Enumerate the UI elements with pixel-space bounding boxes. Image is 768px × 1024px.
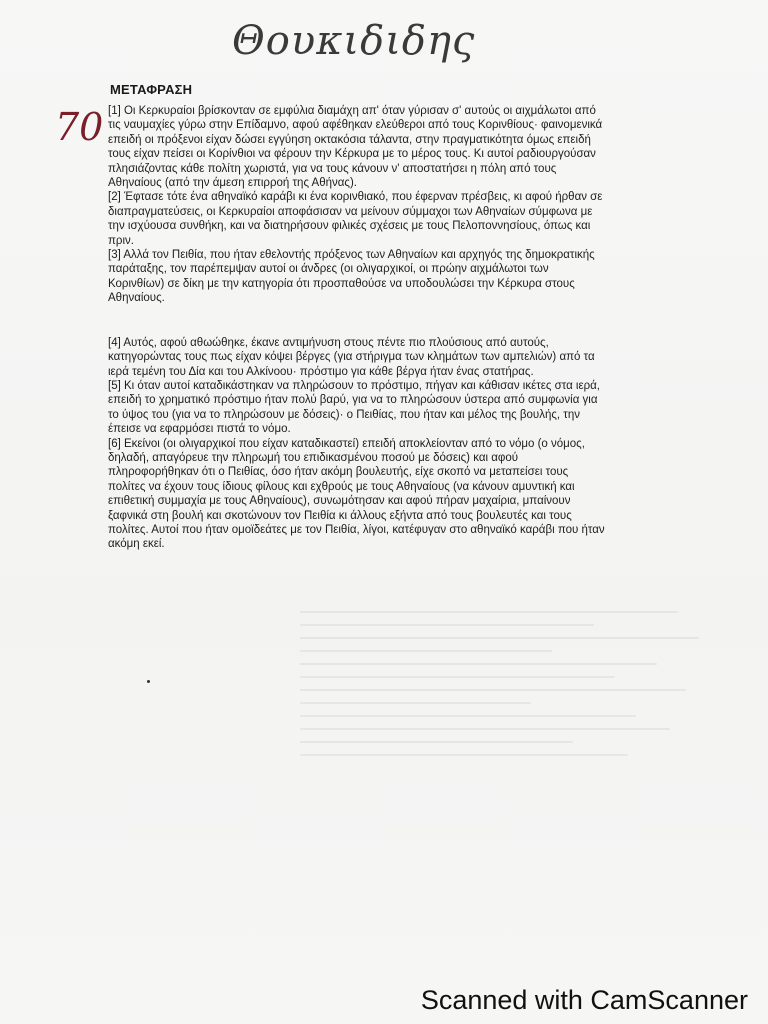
margin-note-number: 70 bbox=[55, 105, 104, 149]
margin-note bbox=[55, 105, 105, 155]
paragraph-2: [2] Έφτασε τότε ένα αθηναϊκό καράβι κι ένα κορινθιακό, που έφερναν πρέσβεις, κι αφού ήρθαν σε διαπραγματεύσεις, οι Κερκυραίοι αποφάσισαν να μείνουν σύμμαχοι των Αθηναίων σύμφωνα με την ισχύουσα συνθήκη, και να διατηρήσουν φιλικές σχέσεις με τους Πελοποννησίους, όπως και πριν. bbox=[108, 191, 603, 247]
paragraph-6: [6] Εκείνοι (οι ολιγαρχικοί που είχαν καταδικαστεί) επειδή αποκλείονταν από το νόμο (ο νόμος, δηλαδή, απαγόρευε την πληρωμή του επιδικασμένου ποσού με δόσεις) και αφού πληροφορήθηκαν ότι ο Πειθίας, όσο ήταν ακόμη βουλευτής, είχε σκοπό να μεταπείσει τους πολίτες να έχουν τους ίδιους φίλους και εχθρούς με τους Αθηναίους (να κάνουν αμυντική και επιθετική συμμαχία με τους Αθηναίους), συνωμότησαν και αφού πήραν μαχαίρια, μπαίνουν ξαφνικά στη βουλή και σκοτώνουν τον Πειθία κι άλλους εξήντα από τους βουλευτές και τους πολίτες. Αυτοί που ήταν ομοϊδεάτες με τον Πειθία, λίγοι, κατέφυγαν στο αθηναϊκό καράβι που ήταν ακόμη εκεί. bbox=[108, 437, 605, 551]
paragraph-4: [4] Αυτός, αφού αθωώθηκε, έκανε αντιμήνυση στους πέντε πιο πλούσιους από αυτούς, κατηγορώντας τους πως είχαν κόψει βέργες (για στήριγμα των κλημάτων των αμπελιών) από τα ιερά τεμένη του Δία και του Αλκίνοου· πρόστιμο για κάθε βέργα ήταν ένας στατήρας. bbox=[108, 336, 595, 378]
scan-speck bbox=[147, 680, 150, 683]
paragraph-5: [5] Κι όταν αυτοί καταδικάστηκαν να πληρώσουν το πρόστιμο, πήγαν και κάθισαν ικέτες στα ιερά, επειδή το χρηματικό πρόστιμο ήταν πολύ βαρύ, για να το πληρώσουν ύστερα από συμφωνία για το ύψος του (για να το πληρώσουν με δόσεις)· ο Πειθίας, που ήταν και μέλος της βουλής, την έπεισε να εφαρμόσει πιστά το νόμο. bbox=[108, 379, 600, 436]
camscanner-watermark: Scanned with CamScanner bbox=[420, 985, 748, 1015]
handwritten-title: Θουκιδιδης bbox=[232, 18, 476, 64]
page-heading: ΜΕΤΑΦΡΑΣΗ bbox=[110, 82, 193, 97]
paragraph-1: [1] Οι Κερκυραίοι βρίσκονταν σε εμφύλια διαμάχη απ' όταν γύρισαν σ' αυτούς οι αιχμάλωτοι από τις ναυμαχίες γύρω στην Επίδαμνο, αφού αφέθηκαν ελεύθεροι από τους Κορινθίους· φαινομενικά επειδή οι πρόξενοι είχαν δώσει εγγύηση οκτακόσια τάλαντα, στην πραγματικότητα όμως επειδή τους είχαν πείσει οι Κορίνθιοι να φέρουν την Κέρκυρα με το μέρος τους. Κι αυτοί ραδιουργούσαν πλησιάζοντας κάθε πολίτη χωριστά, για να τους κάνουν ν' αποστατήσει η πόλη από τους Αθηναίους (από την άμεση επιρροή της Αθήνας). bbox=[108, 105, 603, 190]
translation-body bbox=[108, 104, 608, 552]
paragraph-3: [3] Αλλά τον Πειθία, που ήταν εθελοντής πρόξενος των Αθηναίων και αρχηγός της δημοκρατικής παράταξης, τον παρέπεμψαν αυτοί οι άνδρες (οι ολιγαρχικοί, οι πρώην αιχμάλωτοι των Κορινθίων) σε δίκη με την κατηγορία ότι προσπαθούσε να υποδουλώσει την Κέρκυρα στους Αθηναίους. bbox=[108, 249, 595, 305]
paragraph-gap bbox=[108, 306, 608, 336]
bleed-through-text bbox=[300, 600, 720, 900]
